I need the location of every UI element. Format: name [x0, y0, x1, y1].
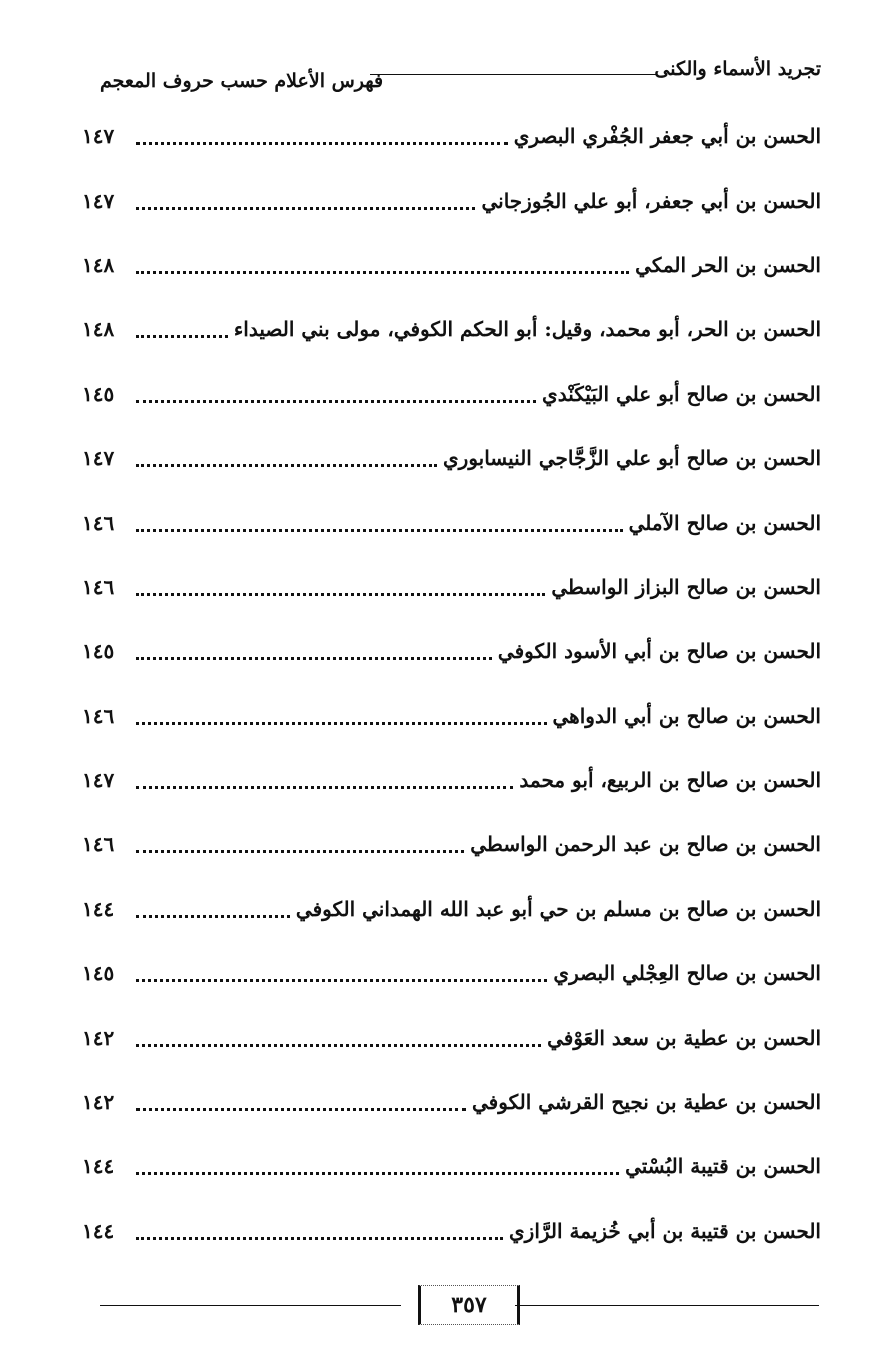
dot-leader: [136, 270, 629, 274]
index-entry: [82, 426, 821, 490]
dot-leader: [136, 206, 475, 210]
entry-name: الحسن بن صالح بن مسلم بن حي أبو عبد الله الهمداني الكوفي: [295, 896, 821, 921]
entry-name: الحسن بن عطية بن نجيح القرشي الكوفي: [472, 1090, 821, 1115]
index-entry: [82, 297, 821, 361]
entry-page: ١٤٥: [82, 639, 115, 664]
entry-page: ١٤٨: [82, 252, 115, 277]
entry-name: الحسن بن الحر المكي: [635, 252, 821, 277]
index-entry: [82, 104, 821, 168]
dot-leader: [136, 1171, 619, 1175]
entry-page: ١٤٦: [82, 703, 115, 728]
index-entry: [82, 1134, 821, 1198]
page-footer: [100, 1283, 819, 1343]
dot-leader: [136, 1043, 541, 1047]
footer-rule-left: [100, 1305, 401, 1306]
index-title: فهرس الأعلام حسب حروف المعجم: [100, 70, 384, 92]
entry-page: ١٤٤: [82, 1154, 115, 1179]
dot-leader: [136, 1107, 466, 1111]
dot-leader: [136, 1236, 503, 1240]
dot-leader: [136, 334, 228, 338]
entry-page: ١٤٦: [82, 574, 115, 599]
entry-page: ١٤٧: [82, 124, 115, 149]
header-rule: [370, 74, 656, 75]
entry-page: ١٤٦: [82, 832, 115, 857]
entry-name: الحسن بن صالح أبو علي الزَّجَّاجي النيسابوري: [443, 446, 821, 471]
entry-page: ١٤٢: [82, 1090, 115, 1115]
index-entry: [82, 1005, 821, 1069]
entry-page: ١٤٥: [82, 381, 115, 406]
entry-name: الحسن بن صالح بن الربيع، أبو محمد: [519, 768, 821, 793]
page-number: ٣٥٧: [418, 1285, 520, 1325]
entry-name: الحسن بن صالح العِجْلي البصري: [553, 961, 821, 986]
dot-leader: [136, 914, 290, 918]
dot-leader: [136, 656, 492, 660]
entry-name: الحسن بن صالح الآملي: [628, 510, 821, 535]
dot-leader: [136, 785, 513, 789]
entry-name: الحسن بن صالح بن أبي الدواهي: [552, 703, 821, 728]
entry-page: ١٤٨: [82, 317, 115, 342]
dot-leader: [136, 721, 547, 725]
footer-rule-right: [515, 1305, 819, 1306]
dot-leader: [136, 463, 437, 467]
entry-page: ١٤٦: [82, 510, 115, 535]
entry-name: الحسن بن عطية بن سعد العَوْفي: [547, 1025, 821, 1050]
entry-page: ١٤٧: [82, 188, 115, 213]
dot-leader: [136, 528, 623, 532]
entry-page: ١٤٤: [82, 896, 115, 921]
index-entry: [82, 1070, 821, 1134]
index-entry: [82, 619, 821, 683]
entry-name: الحسن بن قتيبة بن أبي خُزيمة الرَّازي: [509, 1218, 821, 1243]
entry-name: الحسن بن صالح البزاز الواسطي: [551, 574, 821, 599]
entry-page: ١٤٤: [82, 1218, 115, 1243]
entry-name: الحسن بن صالح بن عبد الرحمن الواسطي: [470, 832, 821, 857]
entry-name: الحسن بن صالح بن أبي الأسود الكوفي: [497, 639, 821, 664]
entry-page: ١٤٧: [82, 768, 115, 793]
index-entry: [82, 941, 821, 1005]
index-entry: [82, 168, 821, 232]
entry-name: الحسن بن صالح أبو علي البَيْكَنْدي: [542, 381, 821, 406]
index-entry: [82, 748, 821, 812]
index-entry: [82, 555, 821, 619]
entry-name: الحسن بن أبي جعفر الجُفْري البصري: [513, 124, 821, 149]
index-entry: [82, 362, 821, 426]
index-entries: [82, 104, 821, 1263]
dot-leader: [136, 141, 508, 145]
running-header: [100, 58, 821, 98]
dot-leader: [136, 592, 545, 596]
index-entry: [82, 1199, 821, 1263]
entry-name: الحسن بن قتيبة البُسْتي: [625, 1154, 821, 1179]
book-title: تجريد الأسماء والكنى: [654, 58, 821, 80]
entry-page: ١٤٥: [82, 961, 115, 986]
dot-leader: [136, 399, 536, 403]
index-entry: [82, 233, 821, 297]
index-entry: [82, 490, 821, 554]
index-entry: [82, 684, 821, 748]
index-entry: [82, 877, 821, 941]
dot-leader: [136, 849, 464, 853]
entry-name: الحسن بن أبي جعفر، أبو علي الجُوزجاني: [481, 188, 821, 213]
entry-page: ١٤٧: [82, 446, 115, 471]
index-entry: [82, 812, 821, 876]
entry-page: ١٤٢: [82, 1025, 115, 1050]
dot-leader: [136, 978, 547, 982]
entry-name: الحسن بن الحر، أبو محمد، وقيل: أبو الحكم الكوفي، مولى بني الصيداء: [233, 317, 821, 342]
